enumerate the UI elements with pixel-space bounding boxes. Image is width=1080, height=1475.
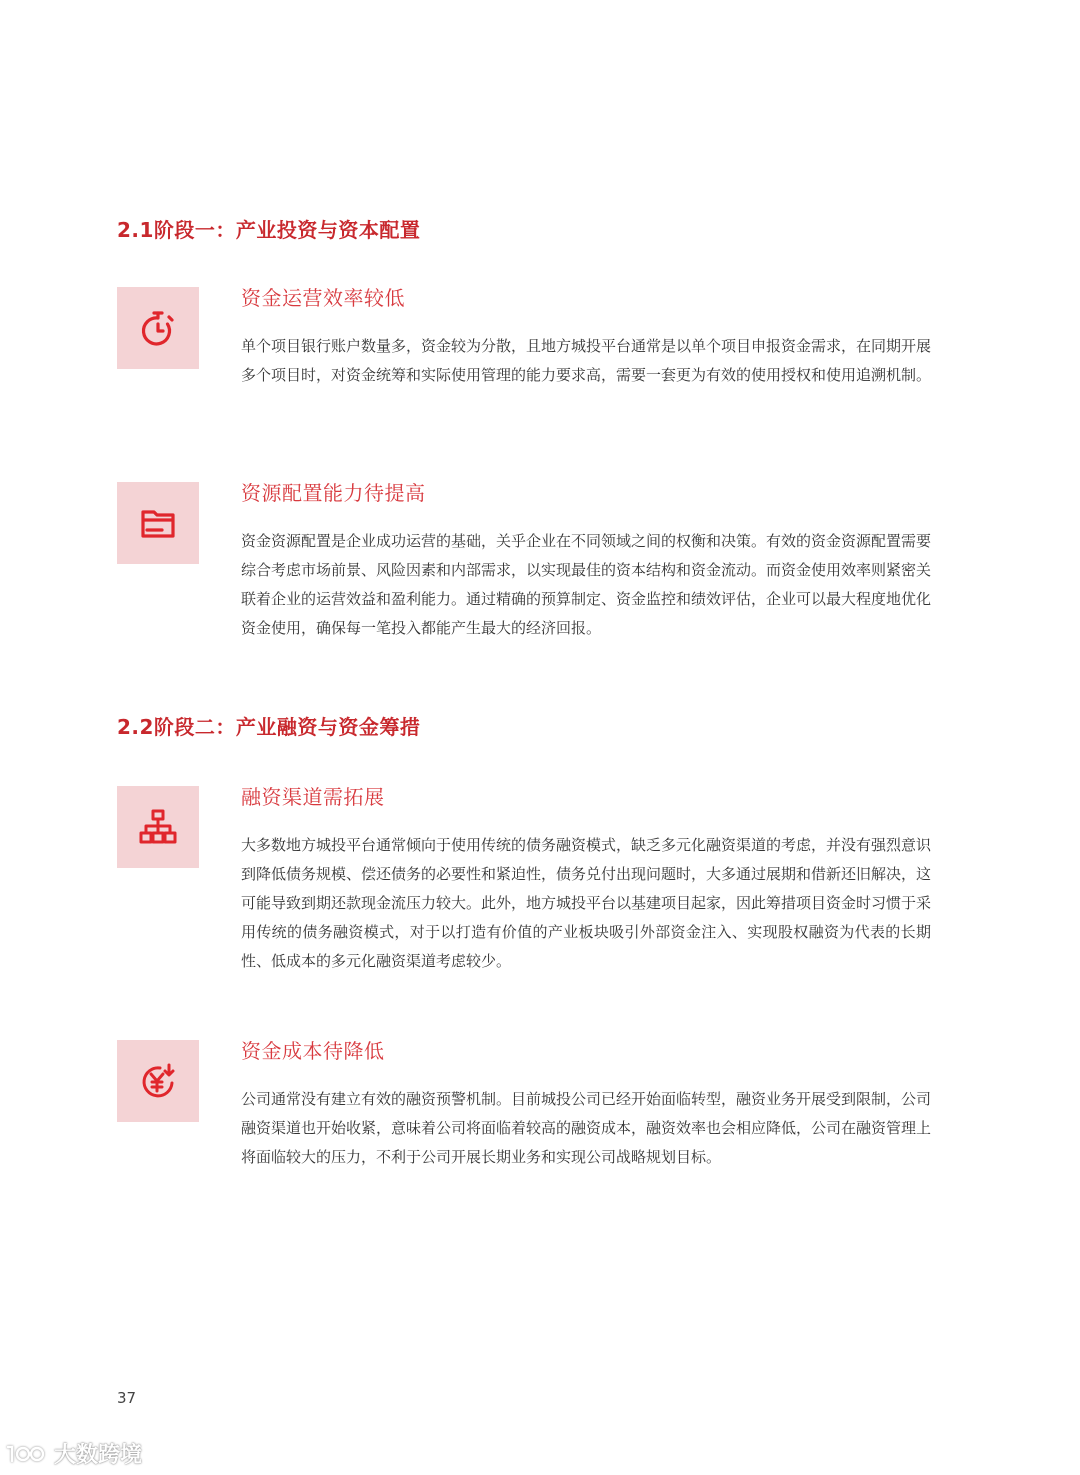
logo-icon xyxy=(4,1441,48,1467)
watermark xyxy=(4,1438,142,1469)
icon-tile xyxy=(117,482,199,564)
icon-tile xyxy=(117,1040,199,1122)
folder-icon xyxy=(138,503,178,543)
item-title: 资金成本待降低 xyxy=(241,1039,385,1063)
yen-down-icon xyxy=(138,1061,178,1101)
item-body: 大多数地方城投平台通常倾向于使用传统的债务融资模式，缺乏多元化融资渠道的考虑，并没有强烈意识到降低债务规模、偿还债务的必要性和紧迫性，债务兑付出现问题时，大多通过展期和借新还旧解决，这可能导致到期还款现金流压力较大。此外，地方城投平台以基建项目起家，因此筹措项目资金时习惯于采用传统的债务融资模式，对于以打造有价值的产业板块吸引外部资金注入、实现股权融资为代表的长期性、低成本的多元化融资渠道考虑较少。 xyxy=(241,836,932,970)
section-heading: 2.1阶段一：产业投资与资本配置 xyxy=(117,218,421,242)
item-title: 融资渠道需拓展 xyxy=(241,785,385,809)
item-title: 资源配置能力待提高 xyxy=(241,481,426,505)
watermark-text: 大数跨境 xyxy=(54,1443,143,1468)
section-heading: 2.2阶段二：产业融资与资金筹措 xyxy=(117,715,421,739)
icon-tile xyxy=(117,287,199,369)
icon-tile xyxy=(117,786,199,868)
item-body: 公司通常没有建立有效的融资预警机制。目前城投公司已经开始面临转型，融资业务开展受到限制，公司融资渠道也开始收紧，意味着公司将面临着较高的融资成本，融资效率也会相应降低，公司在融资管理上将面临较大的压力，不利于公司开展长期业务和实现公司战略规划目标。 xyxy=(241,1090,932,1166)
item-body: 单个项目银行账户数量多，资金较为分散，且地方城投平台通常是以单个项目申报资金需求，在同期开展多个项目时，对资金统筹和实际使用管理的能力要求高，需要一套更为有效的使用授权和使用追溯机制。 xyxy=(241,337,932,384)
page-number: 37 xyxy=(117,1389,137,1407)
org-chart-icon xyxy=(138,807,178,847)
stopwatch-icon xyxy=(138,308,178,348)
item-title: 资金运营效率较低 xyxy=(241,286,405,310)
item-body: 资金资源配置是企业成功运营的基础，关乎企业在不同领域之间的权衡和决策。有效的资金资源配置需要综合考虑市场前景、风险因素和内部需求，以实现最佳的资本结构和资金流动。而资金使用效率则紧密关联着企业的运营效益和盈利能力。通过精确的预算制定、资金监控和绩效评估，企业可以最大程度地优化资金使用，确保每一笔投入都能产生最大的经济回报。 xyxy=(241,532,932,637)
